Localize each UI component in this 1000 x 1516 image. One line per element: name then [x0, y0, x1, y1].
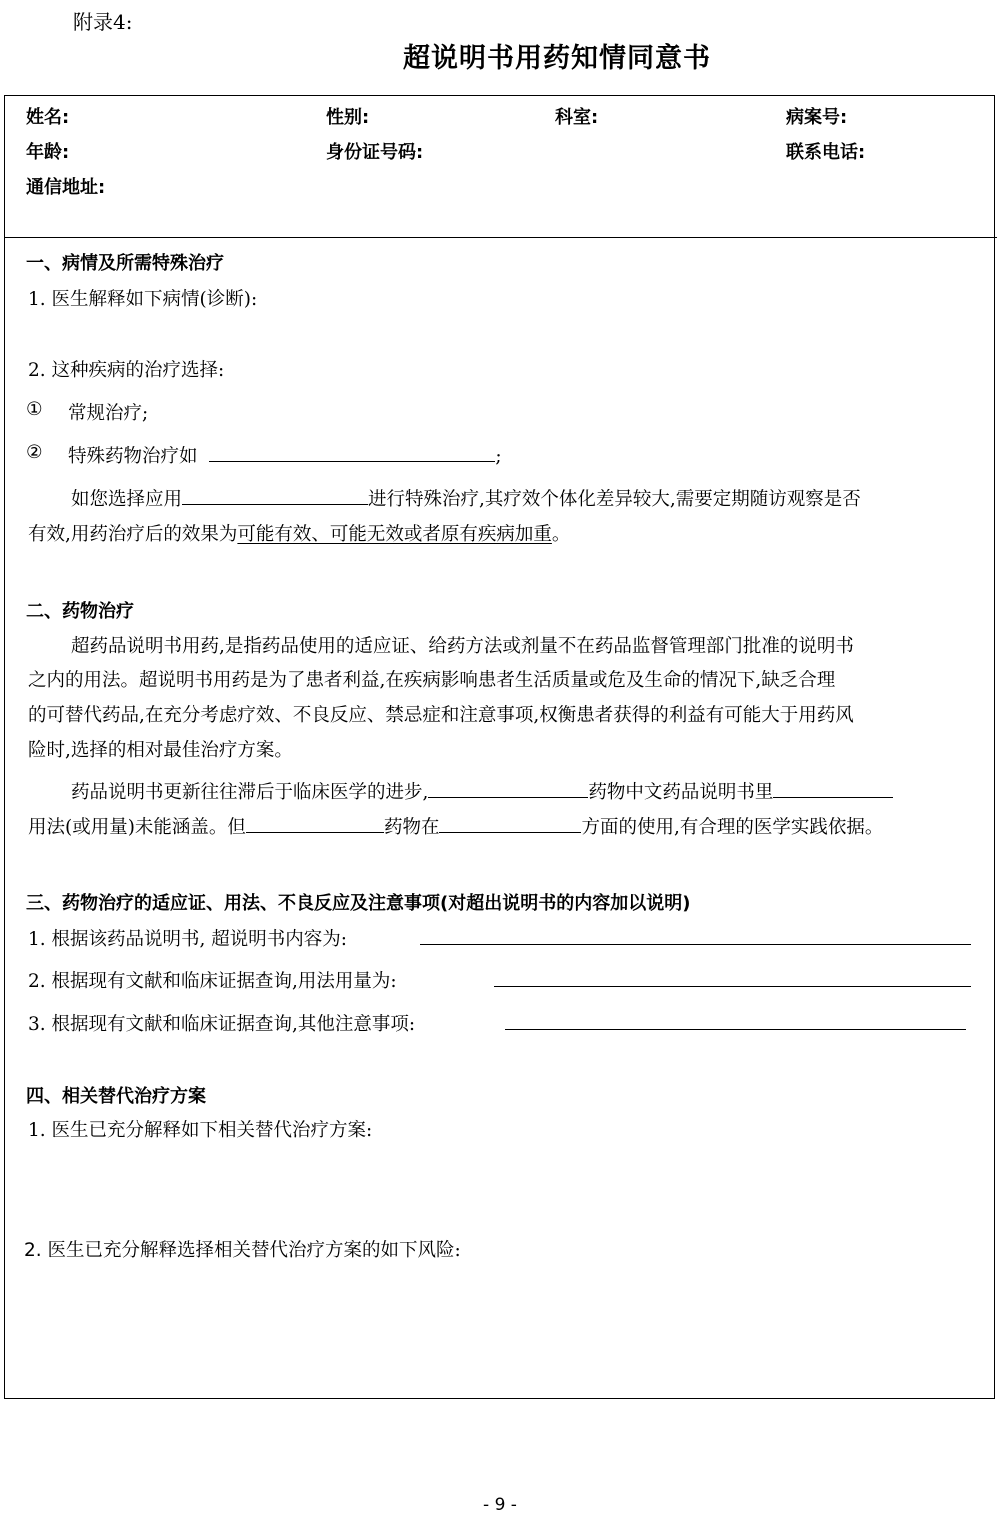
option-2-marker: ② [26, 442, 43, 463]
section-3-item-1-blank[interactable] [420, 944, 971, 945]
section-4-item-2-text: 医生已充分解释选择相关替代治疗方案的如下风险: [47, 1240, 461, 1261]
section-3-item-3: 3. 根据现有文献和临床证据查询,其他注意事项: [28, 1014, 416, 1035]
section-2-heading: 二、药物治疗 [26, 601, 134, 622]
address-field-label: 通信地址: [26, 177, 106, 198]
section-2-para-1-line-2: 之内的用法。超说明书用药是为了患者利益,在疾病影响患者生活质量或危及生命的情况下,缺乏合理 [28, 670, 836, 691]
section-4-heading: 四、相关替代治疗方案 [26, 1086, 206, 1107]
p2-text-c: 用法(或用量)未能涵盖。但 [28, 817, 246, 838]
special-drug-blank[interactable] [209, 443, 495, 462]
age-field-label: 年龄: [26, 142, 70, 163]
option-1-marker: ① [26, 399, 43, 420]
section-2-para-2-line-1 [71, 778, 893, 804]
gender-field-label: 性别: [326, 107, 370, 128]
para-text-b: 进行特殊治疗,其疗效个体化差异较大,需要定期随访观察是否 [368, 489, 861, 510]
name-field-label: 姓名: [26, 107, 70, 128]
document-title: 超说明书用药知情同意书 [403, 43, 711, 74]
section-4-item-1: 1. 医生已充分解释如下相关替代治疗方案: [28, 1120, 373, 1141]
p2-text-d: 药物在 [383, 817, 440, 838]
page-number: - 9 - [483, 1495, 517, 1515]
section-2-para-1-line-1: 超药品说明书用药,是指药品使用的适应证、给药方法或剂量不在药品监督管理部门批准的说明书 [71, 636, 854, 657]
effect-underlined-text: 可能有效、可能无效或者原有疾病加重 [237, 524, 552, 545]
section-1-item-2: 2. 这种疾病的治疗选择: [28, 360, 225, 381]
option-2-line [68, 442, 502, 468]
section-2-para-1-line-4: 险时,选择的相对最佳治疗方案。 [28, 740, 293, 761]
phone-field-label: 联系电话: [786, 142, 866, 163]
appendix-label: 附录4: [73, 10, 133, 34]
drug-name-blank-2[interactable] [246, 814, 384, 833]
section-1-item-1: 1. 医生解释如下病情(诊断): [28, 289, 258, 310]
usage-blank[interactable] [773, 779, 893, 798]
section-4-item-2 [24, 1236, 461, 1262]
section-1-paragraph-line-2 [28, 520, 570, 546]
section-1-paragraph-line-1 [71, 485, 861, 511]
header-divider [4, 237, 997, 238]
p2-text-b: 药物中文药品说明书里 [588, 782, 774, 803]
option-2-end: ; [495, 446, 502, 467]
para-text-c: 有效,用药治疗后的效果为 [28, 524, 238, 545]
record-number-field-label: 病案号: [786, 107, 848, 128]
section-3-item-2: 2. 根据现有文献和临床证据查询,用法用量为: [28, 971, 397, 992]
option-2-text: 特殊药物治疗如 [68, 446, 198, 467]
section-3-heading: 三、药物治疗的适应证、用法、不良反应及注意事项(对超出说明书的内容加以说明) [26, 893, 691, 914]
section-1-heading: 一、病情及所需特殊治疗 [26, 253, 224, 274]
drug-name-blank-1[interactable] [428, 779, 588, 798]
para-text-e: 。 [551, 524, 571, 545]
section-2-para-2-line-2 [28, 813, 883, 839]
applied-drug-blank[interactable] [182, 486, 368, 505]
aspect-blank[interactable] [439, 814, 581, 833]
option-1-text: 常规治疗; [68, 403, 149, 424]
id-number-field-label: 身份证号码: [326, 142, 424, 163]
department-field-label: 科室: [555, 107, 599, 128]
p2-text-a: 药品说明书更新往往滞后于临床医学的进步, [71, 782, 429, 803]
para-text-a: 如您选择应用 [71, 489, 183, 510]
p2-text-e: 方面的使用,有合理的医学实践依据。 [581, 817, 884, 838]
section-3-item-2-blank[interactable] [494, 986, 971, 987]
section-3-item-3-blank[interactable] [505, 1029, 966, 1030]
section-2-para-1-line-3: 的可替代药品,在充分考虑疗效、不良反应、禁忌症和注意事项,权衡患者获得的利益有可能大于用药风 [28, 705, 854, 726]
section-3-item-1: 1. 根据该药品说明书, 超说明书内容为: [28, 929, 348, 950]
section-4-item-2-number: 2. [24, 1240, 42, 1261]
